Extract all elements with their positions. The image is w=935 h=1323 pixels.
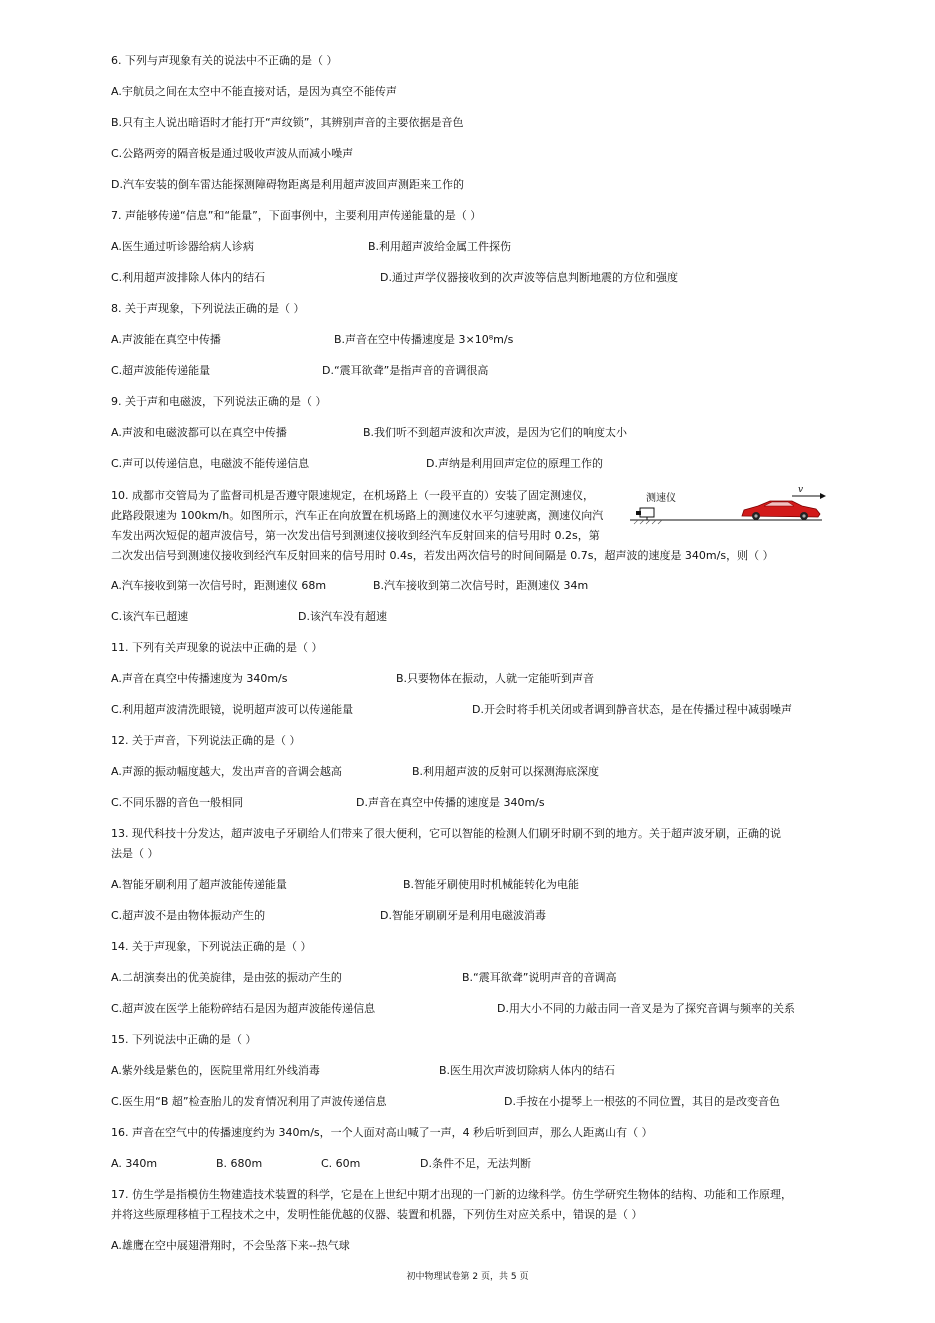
question-16-stem: 16. 声音在空气中的传播速度约为 340m/s，一个人面对高山喊了一声，4 秒后听到回声，那么人距离山有（ ） — [111, 1126, 653, 1139]
q9-option-c: C.声可以传递信息，电磁波不能传递信息 — [111, 457, 310, 470]
question-13-stem-line-2: 法是（ ） — [111, 847, 159, 860]
q10-option-b: B.汽车接收到第二次信号时，距测速仪 34m — [373, 579, 589, 592]
q15-option-b: B.医生用次声波切除病人体内的结石 — [439, 1064, 616, 1077]
velocity-label: v — [798, 485, 804, 495]
q16-option-c: C. 60m — [321, 1157, 361, 1170]
question-12-stem: 12. 关于声音，下列说法正确的是（ ） — [111, 734, 301, 747]
q10-option-c: C.该汽车已超速 — [111, 610, 189, 623]
q12-option-d: D.声音在真空中传播的速度是 340m/s — [356, 796, 545, 809]
q17-option-a: A.雄鹰在空中展翅滑翔时，不会坠落下来--热气球 — [111, 1239, 350, 1252]
q15-option-d: D.手按在小提琴上一根弦的不同位置，其目的是改变音色 — [504, 1095, 780, 1108]
q13-option-d: D.智能牙刷刷牙是利用电磁波消毒 — [380, 909, 546, 922]
q9-option-a: A.声波和电磁波都可以在真空中传播 — [111, 426, 287, 439]
q10-option-a: A.汽车接收到第一次信号时，距测速仪 68m — [111, 579, 327, 592]
speed-camera-figure — [630, 484, 830, 530]
q14-option-c: C.超声波在医学上能粉碎结石是因为超声波能传递信息 — [111, 1002, 376, 1015]
question-17-stem-line-2: 并将这些原理移植于工程技术之中，发明性能优越的仪器、装置和机器，下列仿生对应关系中，错误的是（ ） — [111, 1208, 643, 1221]
question-10-stem-line-2: 此路段限速为 100km/h。如图所示，汽车正在向放置在机场路上的测速仪水平匀速驶离，测速仪向汽 — [111, 509, 604, 522]
q12-option-c: C.不同乐器的音色一般相同 — [111, 796, 244, 809]
question-6-stem: 6. 下列与声现象有关的说法中不正确的是（ ） — [111, 54, 338, 67]
page-footer: 初中物理试卷第 2 页，共 5 页 — [406, 1272, 529, 1282]
q11-option-c: C.利用超声波清洗眼镜，说明超声波可以传递能量 — [111, 703, 354, 716]
question-11-stem: 11. 下列有关声现象的说法中正确的是（ ） — [111, 641, 323, 654]
q8-option-d: D.“震耳欲聋”是指声音的音调很高 — [322, 364, 489, 377]
ground-hatching — [634, 520, 662, 524]
question-10-stem-line-4: 二次发出信号到测速仪接收到经汽车反射回来的信号用时 0.4s，若发出两次信号的时间间隔是 0.7s，超声波的速度是 340m/s，则（ ） — [111, 549, 774, 562]
q16-option-b: B. 680m — [216, 1157, 263, 1170]
q14-option-b: B.“震耳欲聋”说明声音的音调高 — [462, 971, 617, 984]
q12-option-b: B.利用超声波的反射可以探测海底深度 — [412, 765, 600, 778]
q6-option-c: C.公路两旁的隔音板是通过吸收声波从而减小噪声 — [111, 147, 354, 160]
q9-option-b: B.我们听不到超声波和次声波，是因为它们的响度太小 — [363, 426, 628, 439]
q13-option-a: A.智能牙刷利用了超声波能传递能量 — [111, 878, 287, 891]
q7-option-c: C.利用超声波排除人体内的结石 — [111, 271, 266, 284]
q11-option-d: D.开会时将手机关闭或者调到静音状态，是在传播过程中减弱噪声 — [472, 703, 792, 716]
q8-option-a: A.声波能在真空中传播 — [111, 333, 221, 346]
q7-option-d: D.通过声学仪器接收到的次声波等信息判断地震的方位和强度 — [380, 271, 678, 284]
question-8-stem: 8. 关于声现象，下列说法正确的是（ ） — [111, 302, 305, 315]
q7-option-b: B.利用超声波给金属工件探伤 — [368, 240, 512, 253]
q6-option-a: A.宇航员之间在太空中不能直接对话，是因为真空不能传声 — [111, 85, 397, 98]
q11-option-a: A.声音在真空中传播速度为 340m/s — [111, 672, 288, 685]
speed-camera-icon — [636, 508, 654, 520]
q9-option-d: D.声纳是利用回声定位的原理工作的 — [426, 457, 603, 470]
q14-option-a: A.二胡演奏出的优美旋律，是由弦的振动产生的 — [111, 971, 342, 984]
speed-camera-label: 测速仪 — [646, 493, 676, 504]
q6-option-d: D.汽车安装的倒车雷达能探测障碍物距离是利用超声波回声测距来工作的 — [111, 178, 464, 191]
q10-option-d: D.该汽车没有超速 — [298, 610, 387, 623]
q15-option-a: A.紫外线是紫色的，医院里常用红外线消毒 — [111, 1064, 320, 1077]
q8-option-b: B.声音在空中传播速度是 3×10⁸m/s — [334, 333, 514, 346]
question-10-stem-line-1: 10. 成都市交管局为了监督司机是否遵守限速规定，在机场路上（一段平直的）安装了固定测速仪， — [111, 489, 594, 502]
q16-option-a: A. 340m — [111, 1157, 158, 1170]
q14-option-d: D.用大小不同的力敲击同一音叉是为了探究音调与频率的关系 — [497, 1002, 795, 1015]
q11-option-b: B.只要物体在振动，人就一定能听到声音 — [396, 672, 595, 685]
red-car-icon — [742, 501, 820, 520]
question-13-stem-line-1: 13. 现代科技十分发达，超声波电子牙刷给人们带来了很大便利，它可以智能的检测人们刷牙时刷不到的地方。关于超声波牙刷，正确的说 — [111, 827, 781, 840]
question-10-stem-line-3: 车发出两次短促的超声波信号，第一次发出信号到测速仪接收到经汽车反射回来的信号用时 0.2s，第 — [111, 529, 600, 542]
question-17-stem-line-1: 17. 仿生学是指模仿生物建造技术装置的科学，它是在上世纪中期才出现的一门新的边缘科学。仿生学研究生物体的结构、功能和工作原理， — [111, 1188, 792, 1201]
q7-option-a: A.医生通过听诊器给病人诊病 — [111, 240, 254, 253]
q6-option-b: B.只有主人说出暗语时才能打开“声纹锁”，其辨别声音的主要依据是音色 — [111, 116, 464, 129]
q15-option-c: C.医生用“B 超”检查胎儿的发育情况利用了声波传递信息 — [111, 1095, 387, 1108]
q16-option-d: D.条件不足，无法判断 — [420, 1157, 531, 1170]
question-15-stem: 15. 下列说法中正确的是（ ） — [111, 1033, 257, 1046]
q8-option-c: C.超声波能传递能量 — [111, 364, 211, 377]
question-14-stem: 14. 关于声现象，下列说法正确的是（ ） — [111, 940, 312, 953]
q13-option-b: B.智能牙刷使用时机械能转化为电能 — [403, 878, 580, 891]
q13-option-c: C.超声波不是由物体振动产生的 — [111, 909, 266, 922]
question-7-stem: 7. 声能够传递“信息”和“能量”，下面事例中，主要利用声传递能量的是（ ） — [111, 209, 482, 222]
question-9-stem: 9. 关于声和电磁波，下列说法正确的是（ ） — [111, 395, 327, 408]
q12-option-a: A.声源的振动幅度越大，发出声音的音调会越高 — [111, 765, 342, 778]
